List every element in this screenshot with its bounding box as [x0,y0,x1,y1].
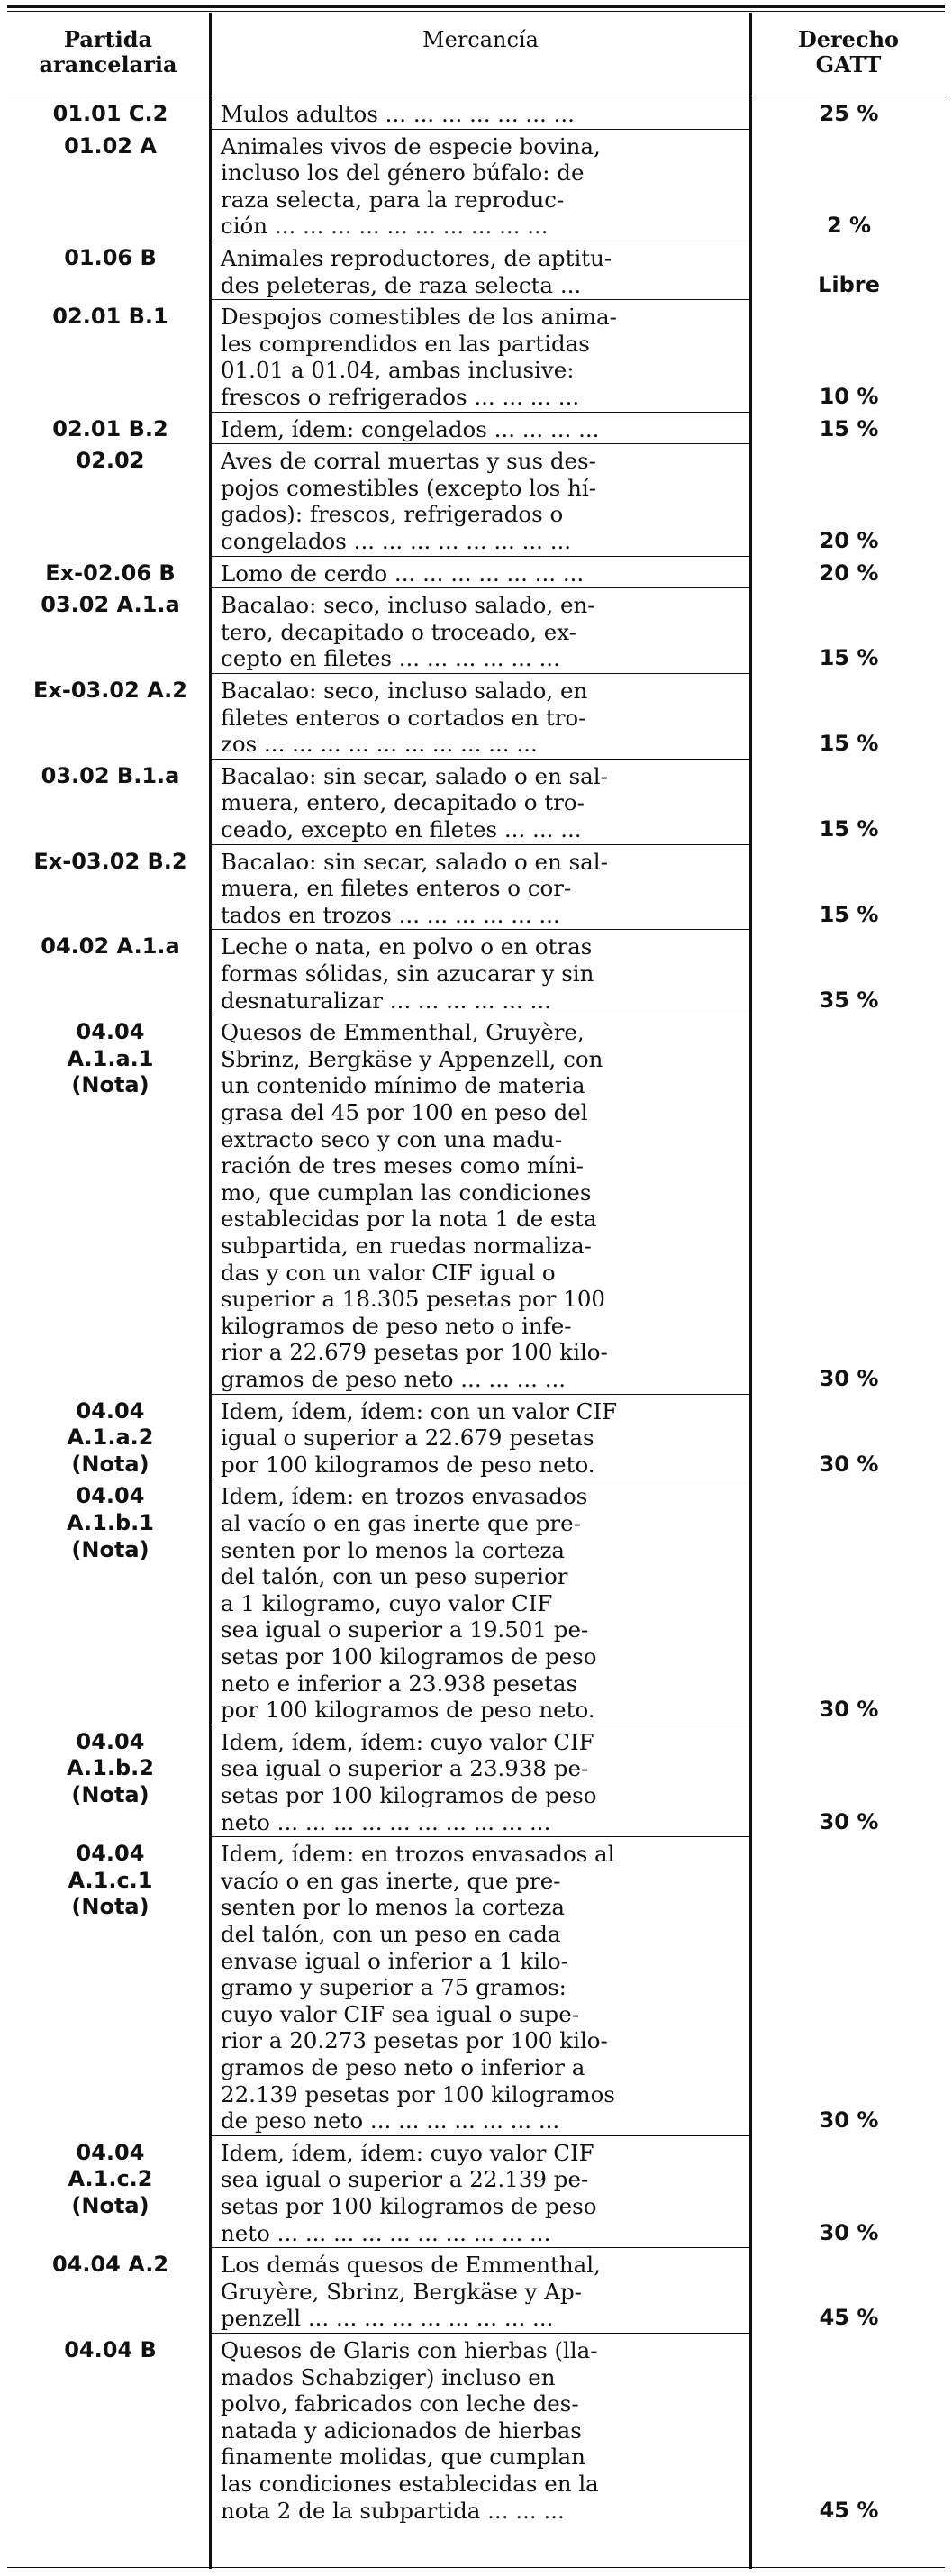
gatt-duty: 30 % [819,2219,879,2245]
gatt-duty: Libre [818,271,880,297]
table-row [0,448,952,554]
gatt-duty: 30 % [819,1451,879,1477]
top-double-rule-inner [7,11,945,12]
mercancia-description: Leche o nata, en polvo o en otras formas sólidas, sin azucarar y sin desnaturalizar ... ... ... ... ... ... [221,933,594,1014]
mercancia-description: Idem, ídem, ídem: con un valor CIF igual o superior a 22.679 pesetas por 100 kilogramos de peso neto. [221,1397,618,1478]
table-row [0,2337,952,2524]
top-double-rule [7,5,945,8]
partida-code: Ex-02.06 B [45,560,176,586]
partida-code: 01.01 C.2 [52,101,168,126]
partida-code: 02.02 [76,448,145,474]
row-separator [212,673,749,674]
partida-code: 04.04 A.1.c.2 (Nota) [68,2139,153,2218]
row-separator [212,587,749,588]
gatt-duty: 25 % [819,101,879,126]
row-separator [212,556,749,557]
table-row [0,763,952,843]
table-row [0,560,952,587]
mercancia-description: Quesos de Glaris con hierbas (lla- mados Schabziger) incluso en polvo, fabricados con leche des- natada y adicionados de hierbas finamente molidas, que cumplan las condiciones establecidas en la nota 2 de la subpartida ... ... ... [221,2337,599,2524]
partida-code: Ex-03.02 B.2 [33,848,187,874]
mercancia-description: Idem, ídem: en trozos envasados al vacío o en gas inerte, que pre- senten por lo menos la corteza del talón, con un peso en cada envase igual o inferior a 1 kilo- gramo y superior a 75 gramos: cuyo valor CIF sea igual o supe- rior a 20.273 pesetas por 100 kilo- gramos de peso neto o inferior a 22.139 pesetas por 100 kilogramos de peso neto ... ... ... ... ... ... ... [221,1841,615,2135]
gatt-duty: 15 % [819,645,879,671]
gatt-duty: 10 % [819,383,879,409]
gatt-duty: 30 % [819,2107,879,2134]
partida-code: 04.04 A.1.a.1 (Nota) [67,1019,154,1098]
table-row [0,101,952,128]
gatt-duty: 20 % [819,527,879,553]
table-row [0,2140,952,2246]
mercancia-description: Lomo de cerdo ... ... ... ... ... ... ... [221,560,585,587]
mercancia-description: Animales reproductores, de aptitu- des peleteras, de raza selecta ... [221,245,612,298]
mercancia-description: Aves de corral muertas y sus des- pojos comestibles (excepto los hí- gados): frescos, refrigerados o congelados ... ... ... ... ... ... ... ... [221,448,596,554]
partida-code: 01.06 B [64,245,157,270]
partida-code: 04.04 A.1.c.1 (Nota) [68,1841,153,1920]
table-row [0,1398,952,1479]
gatt-duty: 2 % [826,213,872,239]
bottom-rule [7,2567,945,2568]
table-row [0,933,952,1014]
partida-code: 03.02 B.1.a [41,762,180,788]
row-separator [212,1836,749,1837]
header-derecho: Derecho GATT [797,26,900,77]
header-partida: Partida arancelaria [39,26,177,77]
gatt-duty: 15 % [819,731,879,757]
gatt-duty: 30 % [819,1808,879,1834]
mercancia-description: Animales vivos de especie bovina, incluso los del género búfalo: de raza selecta, para la reproduc- ción ... ... ... ... ... ... ... ... ... ... [221,132,601,240]
row-separator [212,844,749,845]
row-separator [212,1394,749,1395]
mercancia-description: Mulos adultos ... ... ... ... ... ... ... [221,101,575,127]
gatt-duty: 15 % [819,415,879,441]
table-row [0,1841,952,2135]
partida-code: 03.02 A.1.a [41,592,180,618]
partida-code: 04.04 A.1.a.2 (Nota) [67,1397,154,1477]
gatt-duty: 15 % [819,815,879,842]
gatt-duty: 30 % [819,1697,879,1723]
table-row [0,592,952,672]
partida-code: 02.01 B.2 [52,415,168,441]
table-row [0,133,952,240]
table-row [0,678,952,758]
partida-code: 02.01 B.1 [52,304,168,330]
row-separator [212,412,749,413]
row-separator [212,443,749,444]
table-row [0,1483,952,1723]
partida-code: 04.04 A.1.b.2 (Nota) [67,1728,154,1807]
mercancia-description: Despojos comestibles de los anima- les comprendidos en las partidas 01.01 a 01.04, ambas inclusive: frescos o refrigerados ... ... ... ... [221,304,617,410]
partida-code: 04.04 B [64,2337,157,2362]
mercancia-description: Bacalao: seco, incluso salado, en- tero, decapitado o troceado, ex- cepto en filetes ... ... ... ... ... ... [221,592,595,672]
mercancia-description: Idem, ídem, ídem: cuyo valor CIF sea igual o superior a 23.938 pe- setas por 100 kilogramos de peso neto ... ... ... ... ... ... ... ... ... ... [221,1728,597,1835]
row-separator [212,2333,749,2334]
mercancia-description: Bacalao: sin secar, salado o en sal- muera, entero, decapitado o tro- ceado, excepto en filetes ... ... ... [221,762,608,842]
row-separator [212,759,749,760]
partida-code: 04.04 A.1.b.1 (Nota) [67,1483,154,1562]
table-row [0,416,952,443]
mercancia-description: Bacalao: seco, incluso salado, en filetes enteros o cortados en tro- zos ... ... ... ... ... ... ... ... ... ... [221,678,588,758]
mercancia-description: Idem, ídem: en trozos envasados al vacío o en gas inerte que pre- senten por lo menos la corteza del talón, con un peso superior a 1 kilogramo, cuyo valor CIF sea igual o superior a 19.501 pe- setas por 100 kilogramos de peso neto e inferior a 23.938 pesetas por 100 kilogramos de peso neto. [221,1483,597,1724]
row-separator [212,129,749,130]
row-separator [212,299,749,300]
table-row [0,245,952,298]
row-separator [212,2247,749,2248]
gatt-duty: 35 % [819,987,879,1013]
partida-code: 04.02 A.1.a [41,933,180,960]
table-row [0,1019,952,1392]
partida-code: 01.02 A [64,132,157,159]
table-row [0,2252,952,2332]
partida-code: Ex-03.02 A.2 [33,678,187,703]
mercancia-description: Los demás quesos de Emmenthal, Gruyère, Sbrinz, Bergkäse y Ap- penzell ... ... ... ... ... ... ... ... ... [221,2252,601,2332]
mercancia-description: Bacalao: sin secar, salado o en sal- muera, en filetes enteros o cor- tados en trozos ... ... ... ... ... ... [221,848,608,928]
table-row [0,304,952,410]
gatt-duty: 45 % [819,2497,879,2523]
gatt-duty: 45 % [819,2305,879,2331]
gatt-duty: 15 % [819,901,879,927]
header-mercancia: Mercancía [422,27,539,52]
table-row [0,849,952,929]
mercancia-description: Idem, ídem: congelados ... ... ... ... [221,415,600,442]
row-separator [212,2135,749,2136]
gatt-duty: 20 % [819,560,879,586]
mercancia-description: Quesos de Emmenthal, Gruyère, Sbrinz, Bergkäse y Appenzell, con un contenido mínimo de materia grasa del 45 por 100 en peso del extracto seco y con una madu- ración de tres meses como míni- mo, que cumplan las condiciones establecidas por la nota 1 de esta subpartida, en ruedas normaliza- das y con un valor CIF igual o superior a 18.305 pesetas por 100 kilogramos de peso neto o infe- rior a 22.679 pesetas por 100 kilo- gramos de peso neto ... ... ... ... [221,1019,608,1392]
row-separator [212,929,749,930]
mercancia-description: Idem, ídem, ídem: cuyo valor CIF sea igual o superior a 22.139 pe- setas por 100 kilogramos de peso neto ... ... ... ... ... ... ... ... ... ... [221,2139,597,2246]
table-row [0,1729,952,1835]
gatt-duty: 30 % [819,1365,879,1391]
partida-code: 04.04 A.2 [51,2252,169,2278]
